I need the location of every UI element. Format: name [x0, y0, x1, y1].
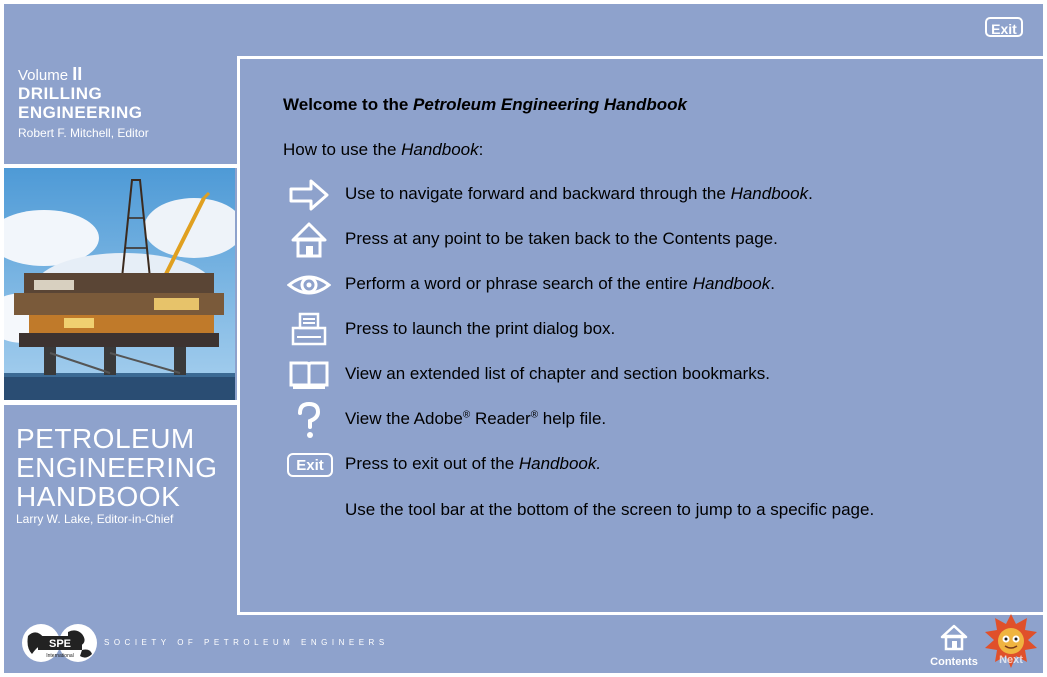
contents-label: Contents — [930, 656, 978, 668]
help-row-bookmarks — [283, 355, 983, 395]
help-row-contents — [283, 220, 983, 260]
registered-mark: ® — [462, 409, 471, 421]
volume-title-line1: DRILLING — [18, 84, 103, 103]
spe-logo-text: SPE — [48, 638, 72, 650]
welcome-heading — [283, 95, 687, 115]
offshore-platform-image — [4, 168, 235, 400]
volume-word: Volume — [18, 67, 69, 84]
volume-title-line2: ENGINEERING — [18, 103, 143, 122]
contents-button[interactable] — [926, 624, 982, 670]
help-row-text — [345, 500, 874, 520]
text-part: Reader — [470, 409, 531, 428]
text-italic: Handbook. — [518, 454, 602, 473]
volume-editor: Robert F. Mitchell, Editor — [18, 126, 149, 140]
help-row-text — [345, 274, 775, 294]
home-icon[interactable] — [287, 220, 331, 260]
text-part: Use the tool bar at the bottom of the screen to jump to a specific page. — [345, 500, 875, 519]
spe-logo — [20, 622, 100, 664]
text-part: View an extended list of chapter and section bookmarks. — [345, 364, 770, 383]
text-part: Perform a word or phrase search of the entire — [345, 274, 693, 293]
welcome-prefix: Welcome to the — [283, 95, 414, 114]
help-row-text — [345, 184, 813, 204]
handbook-title-line1: PETROLEUM — [16, 423, 195, 454]
volume-number: II — [72, 64, 83, 84]
text-tail: . — [770, 274, 775, 293]
help-row-text — [345, 409, 606, 429]
volume-label — [18, 64, 82, 85]
text-part: Use to navigate forward and backward through the — [345, 184, 731, 203]
arrow-right-icon[interactable] — [287, 175, 331, 215]
exit-icon[interactable]: Exit — [287, 453, 333, 477]
howto-heading — [283, 140, 483, 160]
eye-icon[interactable] — [287, 265, 331, 305]
help-row-text — [345, 229, 778, 249]
handbook-editor: Larry W. Lake, Editor-in-Chief — [16, 512, 174, 526]
exit-button[interactable]: Exit — [985, 17, 1023, 37]
next-label: Next — [999, 654, 1023, 666]
next-button[interactable] — [983, 612, 1039, 672]
handbook-title-line2: ENGINEERING — [16, 452, 218, 483]
text-part: View the Adobe — [345, 409, 463, 428]
help-row-toolbar-note — [283, 491, 983, 531]
help-row-text — [345, 454, 601, 474]
text-part: Press to launch the print dialog box. — [345, 319, 616, 338]
text-part: help file. — [538, 409, 607, 428]
handbook-title-line3: HANDBOOK — [16, 481, 181, 512]
volume-title — [18, 84, 143, 122]
text-part: Press to exit out of the — [345, 454, 519, 473]
home-icon — [939, 624, 969, 652]
help-row-help — [283, 400, 983, 440]
divider — [4, 400, 237, 405]
welcome-title: Petroleum Engineering Handbook — [413, 95, 687, 114]
handbook-title — [16, 424, 218, 511]
help-row-print — [283, 310, 983, 350]
main-content-panel — [237, 56, 1043, 615]
text-part: Press at any point to be taken back to the Contents page. — [345, 229, 778, 248]
howto-prefix: How to use the — [283, 140, 402, 159]
help-row-text — [345, 364, 770, 384]
registered-mark: ® — [530, 409, 539, 421]
howto-title: Handbook — [401, 140, 479, 159]
text-tail: . — [808, 184, 813, 203]
help-row-exit — [283, 445, 983, 485]
help-row-search — [283, 265, 983, 305]
society-name: SOCIETY OF PETROLEUM ENGINEERS — [104, 638, 389, 647]
printer-icon[interactable] — [287, 310, 331, 350]
text-italic: Handbook — [692, 274, 771, 293]
spe-logo-subtext: International — [46, 653, 74, 659]
book-icon[interactable] — [287, 355, 331, 395]
help-row-text — [345, 319, 615, 339]
text-italic: Handbook — [730, 184, 809, 203]
help-row-navigate — [283, 175, 983, 215]
help-icon[interactable] — [287, 400, 331, 440]
howto-suffix: : — [478, 140, 484, 159]
volume-panel — [4, 58, 235, 164]
